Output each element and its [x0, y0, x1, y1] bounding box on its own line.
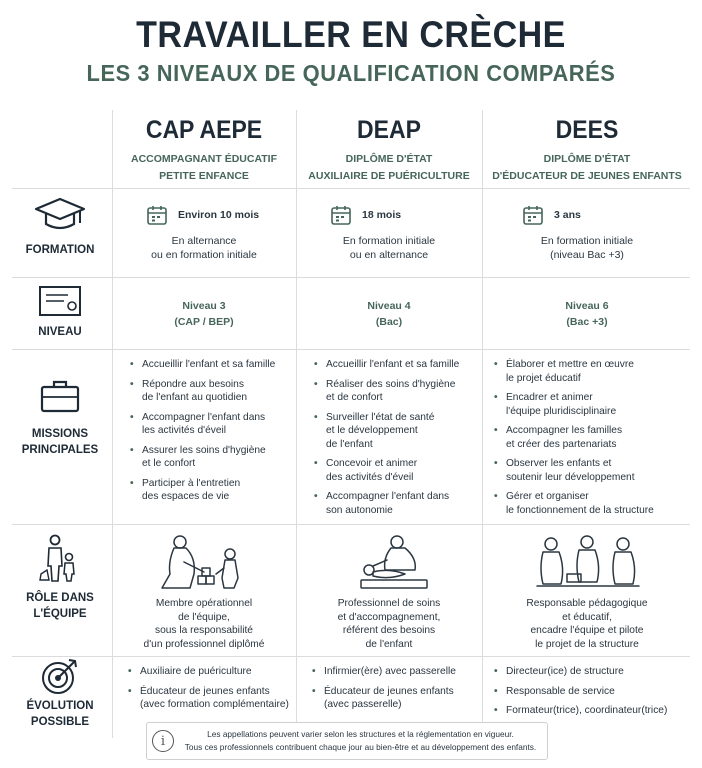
column-title: CAP AEPE: [145, 116, 263, 144]
formation-desc-line2: ou en formation initiale: [151, 249, 257, 261]
list-item: • Infirmier(ère) avec passerelle: [310, 665, 480, 679]
list-item: • Encadrer et animer l'équipe pluridisciplinaire: [492, 391, 692, 418]
list-item: • Directeur(ice) de structure: [492, 665, 692, 679]
missions-list-deap: [312, 358, 480, 523]
formation-cell-cap: [112, 204, 296, 262]
team-meeting-illustration: [527, 532, 647, 592]
role-cell-deap: Professionnel de soins et d'accompagnement, référent des besoins de l'enfant: [296, 532, 482, 651]
list-item: • Réaliser des soins d'hygiène et de confort: [312, 378, 480, 405]
formation-cell-dees: [482, 204, 692, 262]
duration-text: Environ 10 mois: [178, 209, 260, 221]
column-subtitle-2: PETITE ENFANCE: [159, 170, 249, 182]
evolution-list-cap: [126, 665, 296, 718]
column-header-dees: [482, 116, 692, 185]
row-divider: [12, 277, 690, 278]
column-subtitle-1: DIPLÔME D'ÉTAT: [345, 153, 433, 165]
formation-desc-line1: En formation initiale: [342, 235, 436, 247]
calendar-icon: [146, 204, 168, 226]
info-icon: i: [152, 730, 174, 752]
evolution-list-dees: [492, 665, 692, 724]
missions-list-cap: [128, 358, 294, 510]
column-subtitle-2: D'ÉDUCATEUR DE JEUNES ENFANTS: [492, 170, 682, 182]
column-subtitle-2: AUXILIAIRE DE PUÉRICULTURE: [308, 170, 470, 182]
page-subtitle: LES 3 NIVEAUX DE QUALIFICATION COMPARÉS: [86, 60, 616, 86]
column-title: DEES: [555, 116, 619, 144]
column-subtitle-1: ACCOMPAGNANT ÉDUCATIF: [130, 153, 277, 165]
row-divider: [12, 656, 690, 657]
duration-text: 18 mois: [362, 209, 402, 221]
row-divider: [12, 188, 690, 189]
duration-text: 3 ans: [554, 209, 581, 221]
formation-desc-line1: En formation initiale: [540, 235, 634, 247]
list-item: • Accompagner l'enfant dans son autonomie: [312, 490, 480, 517]
briefcase-icon: [40, 378, 80, 414]
formation-desc-line2: (niveau Bac +3): [550, 249, 624, 261]
list-item: • Accueillir l'enfant et sa famille: [128, 358, 294, 372]
list-item: • Répondre aux besoins de l'enfant au quotidien: [128, 378, 294, 405]
row-label-evolution: ÉVOLUTION POSSIBLE: [8, 656, 112, 730]
footer-note-line1: Les appellations peuvent varier selon les structures et la réglementation en vigueur.: [207, 729, 514, 739]
row-label-formation: FORMATION: [8, 196, 112, 258]
page-title: TRAVAILLER EN CRÈCHE: [136, 14, 566, 55]
family-icon: [37, 534, 83, 584]
column-title: DEAP: [357, 116, 421, 144]
row-divider: [12, 524, 690, 525]
target-arrow-icon: [40, 656, 80, 696]
list-item: • Participer à l'entretien des espaces de vie: [128, 477, 294, 504]
list-item: • Surveiller l'état de santé et le développement de l'enfant: [312, 411, 480, 452]
niveau-cell-dees: Niveau 6 (Bac +3): [565, 300, 609, 328]
list-item: • Concevoir et animer des activités d'éveil: [312, 457, 480, 484]
list-item: • Responsable de service: [492, 685, 692, 699]
missions-list-dees: [492, 358, 692, 523]
list-item: • Éducateur de jeunes enfants (avec passerelle): [310, 685, 480, 712]
row-label-niveau: NIVEAU: [8, 285, 112, 340]
list-item: • Éducateur de jeunes enfants (avec formation complémentaire): [126, 685, 296, 712]
column-header-deap: [296, 116, 482, 185]
column-subtitle-1: DIPLÔME D'ÉTAT: [543, 153, 631, 165]
column-header-cap-aepe: [112, 116, 296, 185]
graduation-cap-icon: [34, 196, 86, 234]
formation-cell-deap: [296, 204, 482, 262]
list-item: • Observer les enfants et soutenir leur développement: [492, 457, 692, 484]
niveau-cell-deap: Niveau 4 (Bac): [367, 300, 411, 328]
formation-desc-line2: ou en alternance: [349, 249, 429, 261]
adult-playing-child-illustration: [154, 532, 254, 592]
list-item: • Formateur(trice), coordinateur(trice): [492, 704, 692, 718]
footer-note: [146, 722, 548, 760]
list-item: • Élaborer et mettre en œuvre le projet éducatif: [492, 358, 692, 385]
niveau-cell-cap: Niveau 3 (CAP / BEP): [174, 300, 234, 328]
evolution-list-deap: [310, 665, 480, 718]
footer-note-line2: Tous ces professionnels contribuent chaque jour au bien-être et au développement des enfants.: [184, 742, 537, 752]
row-label-role: RÔLE DANS L'ÉQUIPE: [8, 534, 112, 622]
formation-desc-line1: En alternance: [171, 235, 237, 247]
list-item: • Assurer les soins d'hygiène et le confort: [128, 444, 294, 471]
list-item: • Accompagner l'enfant dans les activités d'éveil: [128, 411, 294, 438]
row-divider: [12, 349, 690, 350]
list-item: • Accompagner les familles et créer des partenariats: [492, 424, 692, 451]
role-cell-cap: Membre opérationnel de l'équipe, sous la responsabilité d'un professionnel diplômé: [112, 532, 296, 651]
diploma-certificate-icon: [38, 285, 82, 319]
list-item: • Auxiliaire de puériculture: [126, 665, 296, 679]
role-cell-dees: Responsable pédagogique et éducatif, encadre l'équipe et pilote le projet de la structure: [482, 532, 692, 651]
nurse-changing-baby-illustration: [339, 532, 439, 592]
list-item: • Accueillir l'enfant et sa famille: [312, 358, 480, 372]
list-item: • Gérer et organiser le fonctionnement de la structure: [492, 490, 692, 517]
calendar-icon: [522, 204, 544, 226]
calendar-icon: [330, 204, 352, 226]
row-label-missions: MISSIONS PRINCIPALES: [8, 378, 112, 458]
